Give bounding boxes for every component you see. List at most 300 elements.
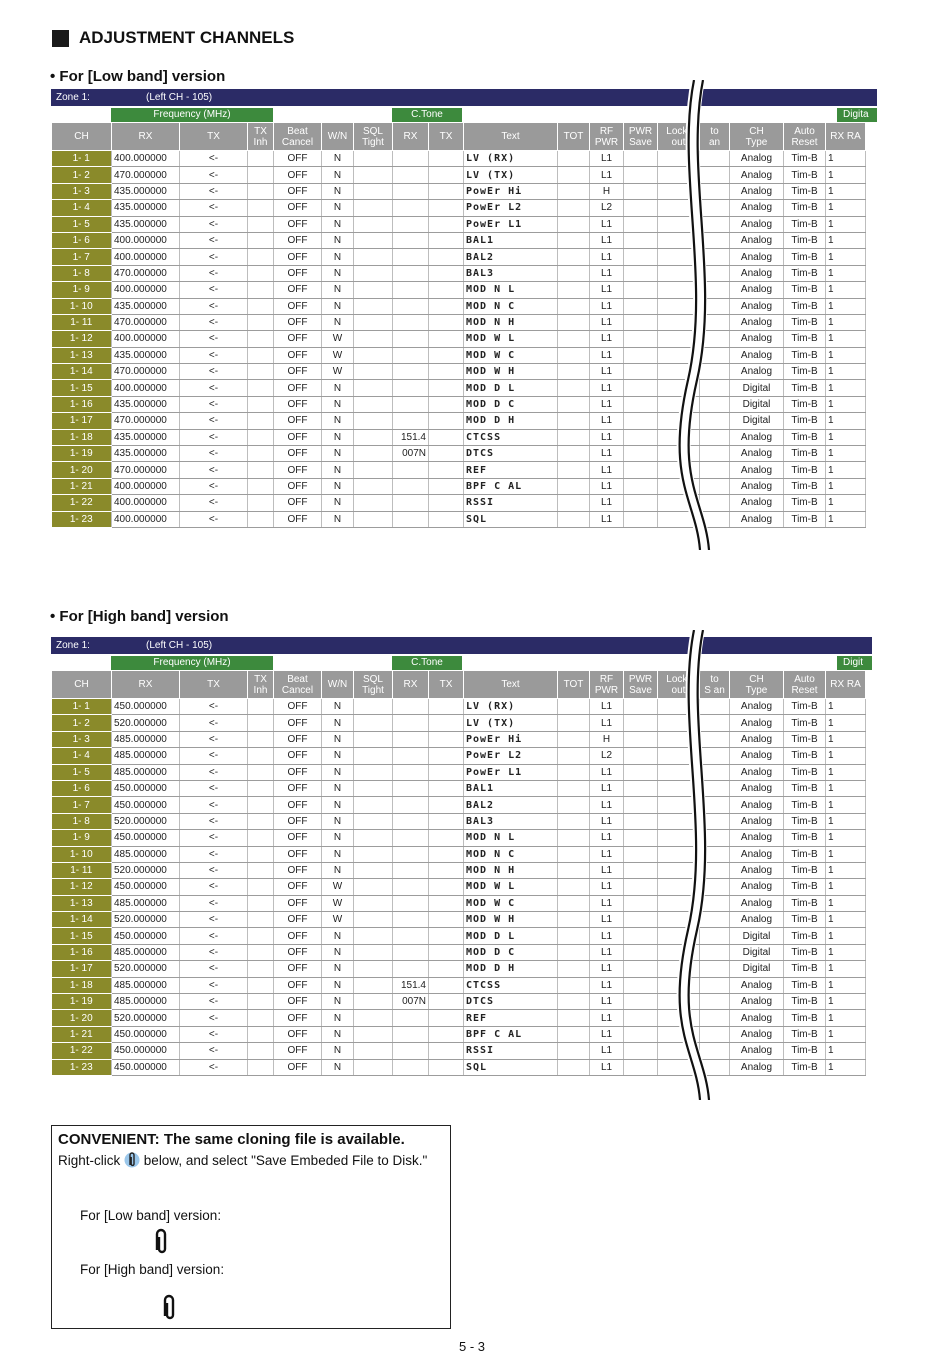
auto-reset-cell[interactable]: Tim-B — [784, 731, 826, 747]
text-cell[interactable]: BAL2 — [464, 797, 558, 813]
auto-reset-cell[interactable]: Tim-B — [784, 879, 826, 895]
lockout-cell[interactable] — [658, 748, 700, 764]
ch-type-cell[interactable]: Analog — [730, 797, 784, 813]
wn-cell[interactable]: N — [322, 265, 354, 281]
auto-reset-cell[interactable]: Tim-B — [784, 413, 826, 429]
ch-cell[interactable]: 1- 2 — [52, 715, 112, 731]
pwr-save-cell[interactable] — [624, 862, 658, 878]
rx-freq-cell[interactable]: 470.000000 — [112, 364, 180, 380]
table-row[interactable] — [52, 699, 866, 715]
tx-inh-cell[interactable] — [248, 282, 274, 298]
lockout-cell[interactable] — [658, 298, 700, 314]
lockout-cell[interactable] — [658, 478, 700, 494]
rx-ra-cell[interactable]: 1 — [826, 347, 866, 363]
tx-inh-cell[interactable] — [248, 764, 274, 780]
auto-reset-cell[interactable]: Tim-B — [784, 715, 826, 731]
ctone-rx-cell[interactable] — [393, 282, 429, 298]
beat-cancel-cell[interactable]: OFF — [274, 396, 322, 412]
ctone-rx-cell[interactable] — [393, 298, 429, 314]
wn-cell[interactable]: N — [322, 961, 354, 977]
tx-freq-cell[interactable]: <- — [180, 895, 248, 911]
ctone-rx-cell[interactable] — [393, 183, 429, 199]
wn-cell[interactable]: N — [322, 1059, 354, 1075]
tot-cell[interactable] — [558, 511, 590, 527]
text-cell[interactable]: MOD N L — [464, 282, 558, 298]
ch-type-cell[interactable]: Analog — [730, 314, 784, 330]
wn-cell[interactable]: W — [322, 912, 354, 928]
ch-cell[interactable]: 1- 8 — [52, 265, 112, 281]
scan-cell[interactable] — [700, 495, 730, 511]
rx-ra-cell[interactable]: 1 — [826, 830, 866, 846]
sql-tight-cell[interactable] — [354, 928, 393, 944]
sql-tight-cell[interactable] — [354, 862, 393, 878]
auto-reset-cell[interactable]: Tim-B — [784, 396, 826, 412]
ch-type-cell[interactable]: Digital — [730, 944, 784, 960]
scan-cell[interactable] — [700, 944, 730, 960]
ctone-tx-cell[interactable] — [429, 413, 464, 429]
rx-freq-cell[interactable]: 485.000000 — [112, 994, 180, 1010]
ctone-rx-cell[interactable] — [393, 862, 429, 878]
sql-tight-cell[interactable] — [354, 715, 393, 731]
sql-tight-cell[interactable] — [354, 364, 393, 380]
pwr-save-cell[interactable] — [624, 249, 658, 265]
auto-reset-cell[interactable]: Tim-B — [784, 347, 826, 363]
table-row[interactable] — [52, 715, 866, 731]
rf-pwr-cell[interactable]: L1 — [590, 797, 624, 813]
ch-type-cell[interactable]: Analog — [730, 249, 784, 265]
tx-freq-cell[interactable]: <- — [180, 879, 248, 895]
ch-type-cell[interactable]: Analog — [730, 298, 784, 314]
tx-inh-cell[interactable] — [248, 478, 274, 494]
wn-cell[interactable]: N — [322, 748, 354, 764]
beat-cancel-cell[interactable]: OFF — [274, 1059, 322, 1075]
rx-ra-cell[interactable]: 1 — [826, 413, 866, 429]
text-cell[interactable]: MOD D H — [464, 413, 558, 429]
ch-cell[interactable]: 1- 16 — [52, 944, 112, 960]
table-row[interactable] — [52, 1010, 866, 1026]
tx-freq-cell[interactable]: <- — [180, 478, 248, 494]
ctone-tx-cell[interactable] — [429, 200, 464, 216]
rf-pwr-cell[interactable]: L1 — [590, 715, 624, 731]
scan-cell[interactable] — [700, 1059, 730, 1075]
table-row[interactable] — [52, 446, 866, 462]
ch-type-cell[interactable]: Analog — [730, 846, 784, 862]
ctone-tx-cell[interactable] — [429, 282, 464, 298]
scan-cell[interactable] — [700, 396, 730, 412]
pwr-save-cell[interactable] — [624, 928, 658, 944]
wn-cell[interactable]: N — [322, 511, 354, 527]
table-row[interactable] — [52, 331, 866, 347]
ctone-tx-cell[interactable] — [429, 699, 464, 715]
auto-reset-cell[interactable]: Tim-B — [784, 944, 826, 960]
sql-tight-cell[interactable] — [354, 511, 393, 527]
ch-type-cell[interactable]: Digital — [730, 380, 784, 396]
text-cell[interactable]: MOD D L — [464, 380, 558, 396]
ctone-tx-cell[interactable] — [429, 731, 464, 747]
ch-type-cell[interactable]: Analog — [730, 994, 784, 1010]
ch-cell[interactable]: 1- 19 — [52, 446, 112, 462]
table-row[interactable] — [52, 478, 866, 494]
tx-freq-cell[interactable]: <- — [180, 846, 248, 862]
pwr-save-cell[interactable] — [624, 912, 658, 928]
scan-cell[interactable] — [700, 731, 730, 747]
rf-pwr-cell[interactable]: L1 — [590, 396, 624, 412]
pwr-save-cell[interactable] — [624, 364, 658, 380]
ctone-rx-cell[interactable] — [393, 478, 429, 494]
rx-freq-cell[interactable]: 400.000000 — [112, 495, 180, 511]
tx-freq-cell[interactable]: <- — [180, 495, 248, 511]
beat-cancel-cell[interactable]: OFF — [274, 764, 322, 780]
ctone-rx-cell[interactable] — [393, 1043, 429, 1059]
rf-pwr-cell[interactable]: L1 — [590, 912, 624, 928]
lockout-cell[interactable] — [658, 347, 700, 363]
ch-type-cell[interactable]: Analog — [730, 699, 784, 715]
ch-cell[interactable]: 1- 16 — [52, 396, 112, 412]
beat-cancel-cell[interactable]: OFF — [274, 282, 322, 298]
ctone-rx-cell[interactable] — [393, 928, 429, 944]
rx-ra-cell[interactable]: 1 — [826, 429, 866, 445]
tx-freq-cell[interactable]: <- — [180, 977, 248, 993]
beat-cancel-cell[interactable]: OFF — [274, 1043, 322, 1059]
rx-ra-cell[interactable]: 1 — [826, 977, 866, 993]
tx-inh-cell[interactable] — [248, 813, 274, 829]
pwr-save-cell[interactable] — [624, 396, 658, 412]
tx-freq-cell[interactable]: <- — [180, 396, 248, 412]
text-cell[interactable]: PowEr L2 — [464, 748, 558, 764]
rx-ra-cell[interactable]: 1 — [826, 1043, 866, 1059]
ch-type-cell[interactable]: Analog — [730, 364, 784, 380]
table-row[interactable] — [52, 977, 866, 993]
auto-reset-cell[interactable]: Tim-B — [784, 748, 826, 764]
ch-cell[interactable]: 1- 2 — [52, 167, 112, 183]
sql-tight-cell[interactable] — [354, 331, 393, 347]
wn-cell[interactable]: N — [322, 1043, 354, 1059]
pwr-save-cell[interactable] — [624, 282, 658, 298]
table-row[interactable] — [52, 731, 866, 747]
lockout-cell[interactable] — [658, 446, 700, 462]
ctone-rx-cell[interactable] — [393, 265, 429, 281]
lockout-cell[interactable] — [658, 314, 700, 330]
ch-type-cell[interactable]: Analog — [730, 167, 784, 183]
ch-cell[interactable]: 1- 22 — [52, 1043, 112, 1059]
pwr-save-cell[interactable] — [624, 731, 658, 747]
beat-cancel-cell[interactable]: OFF — [274, 167, 322, 183]
rx-ra-cell[interactable]: 1 — [826, 167, 866, 183]
ch-cell[interactable]: 1- 3 — [52, 183, 112, 199]
ctone-rx-cell[interactable] — [393, 830, 429, 846]
pwr-save-cell[interactable] — [624, 462, 658, 478]
ch-type-cell[interactable]: Analog — [730, 977, 784, 993]
ch-type-cell[interactable]: Analog — [730, 429, 784, 445]
beat-cancel-cell[interactable]: OFF — [274, 216, 322, 232]
tot-cell[interactable] — [558, 780, 590, 796]
rx-freq-cell[interactable]: 435.000000 — [112, 298, 180, 314]
table-row[interactable] — [52, 347, 866, 363]
table-row[interactable] — [52, 895, 866, 911]
rx-freq-cell[interactable]: 450.000000 — [112, 699, 180, 715]
pwr-save-cell[interactable] — [624, 232, 658, 248]
scan-cell[interactable] — [700, 298, 730, 314]
rx-freq-cell[interactable]: 450.000000 — [112, 1026, 180, 1042]
ch-type-cell[interactable]: Analog — [730, 511, 784, 527]
tx-inh-cell[interactable] — [248, 380, 274, 396]
tx-inh-cell[interactable] — [248, 331, 274, 347]
rf-pwr-cell[interactable]: L1 — [590, 151, 624, 167]
rx-ra-cell[interactable]: 1 — [826, 928, 866, 944]
beat-cancel-cell[interactable]: OFF — [274, 830, 322, 846]
rx-ra-cell[interactable]: 1 — [826, 183, 866, 199]
ch-type-cell[interactable]: Digital — [730, 396, 784, 412]
rf-pwr-cell[interactable]: L1 — [590, 780, 624, 796]
ctone-tx-cell[interactable] — [429, 862, 464, 878]
ctone-rx-cell[interactable] — [393, 413, 429, 429]
ch-cell[interactable]: 1- 17 — [52, 413, 112, 429]
rx-freq-cell[interactable]: 400.000000 — [112, 282, 180, 298]
rx-freq-cell[interactable]: 520.000000 — [112, 961, 180, 977]
table-row[interactable] — [52, 232, 866, 248]
rf-pwr-cell[interactable]: L1 — [590, 1059, 624, 1075]
scan-cell[interactable] — [700, 961, 730, 977]
rx-freq-cell[interactable]: 435.000000 — [112, 183, 180, 199]
wn-cell[interactable]: N — [322, 846, 354, 862]
tx-freq-cell[interactable]: <- — [180, 1043, 248, 1059]
rf-pwr-cell[interactable]: L1 — [590, 862, 624, 878]
text-cell[interactable]: MOD D C — [464, 396, 558, 412]
ctone-rx-cell[interactable] — [393, 216, 429, 232]
pwr-save-cell[interactable] — [624, 314, 658, 330]
tx-inh-cell[interactable] — [248, 862, 274, 878]
ch-cell[interactable]: 1- 12 — [52, 331, 112, 347]
table-row[interactable] — [52, 1059, 866, 1075]
scan-cell[interactable] — [700, 879, 730, 895]
text-cell[interactable]: MOD W L — [464, 331, 558, 347]
beat-cancel-cell[interactable]: OFF — [274, 813, 322, 829]
beat-cancel-cell[interactable]: OFF — [274, 380, 322, 396]
ch-cell[interactable]: 1- 23 — [52, 1059, 112, 1075]
beat-cancel-cell[interactable]: OFF — [274, 429, 322, 445]
tx-freq-cell[interactable]: <- — [180, 265, 248, 281]
scan-cell[interactable] — [700, 830, 730, 846]
ctone-tx-cell[interactable] — [429, 347, 464, 363]
ch-type-cell[interactable]: Analog — [730, 764, 784, 780]
beat-cancel-cell[interactable]: OFF — [274, 364, 322, 380]
lockout-cell[interactable] — [658, 1059, 700, 1075]
ctone-tx-cell[interactable] — [429, 977, 464, 993]
rx-freq-cell[interactable]: 520.000000 — [112, 862, 180, 878]
pwr-save-cell[interactable] — [624, 846, 658, 862]
auto-reset-cell[interactable]: Tim-B — [784, 912, 826, 928]
rf-pwr-cell[interactable]: L1 — [590, 249, 624, 265]
rx-ra-cell[interactable]: 1 — [826, 200, 866, 216]
ctone-tx-cell[interactable] — [429, 715, 464, 731]
scan-cell[interactable] — [700, 928, 730, 944]
tx-inh-cell[interactable] — [248, 830, 274, 846]
text-cell[interactable]: MOD N L — [464, 830, 558, 846]
tot-cell[interactable] — [558, 167, 590, 183]
tx-freq-cell[interactable]: <- — [180, 200, 248, 216]
ch-cell[interactable]: 1- 1 — [52, 699, 112, 715]
rf-pwr-cell[interactable]: L1 — [590, 446, 624, 462]
tx-freq-cell[interactable]: <- — [180, 961, 248, 977]
tot-cell[interactable] — [558, 314, 590, 330]
rf-pwr-cell[interactable]: L1 — [590, 830, 624, 846]
table-row[interactable] — [52, 830, 866, 846]
wn-cell[interactable]: N — [322, 413, 354, 429]
tx-inh-cell[interactable] — [248, 1059, 274, 1075]
ch-cell[interactable]: 1- 10 — [52, 846, 112, 862]
auto-reset-cell[interactable]: Tim-B — [784, 249, 826, 265]
text-cell[interactable]: PowEr L1 — [464, 216, 558, 232]
ctone-tx-cell[interactable] — [429, 462, 464, 478]
wn-cell[interactable]: N — [322, 715, 354, 731]
tot-cell[interactable] — [558, 232, 590, 248]
tx-inh-cell[interactable] — [248, 232, 274, 248]
tot-cell[interactable] — [558, 462, 590, 478]
pwr-save-cell[interactable] — [624, 764, 658, 780]
pwr-save-cell[interactable] — [624, 944, 658, 960]
ctone-rx-cell[interactable] — [393, 347, 429, 363]
scan-cell[interactable] — [700, 895, 730, 911]
rx-freq-cell[interactable]: 470.000000 — [112, 167, 180, 183]
ctone-tx-cell[interactable] — [429, 511, 464, 527]
text-cell[interactable]: MOD W C — [464, 347, 558, 363]
pwr-save-cell[interactable] — [624, 994, 658, 1010]
sql-tight-cell[interactable] — [354, 478, 393, 494]
ctone-rx-cell[interactable] — [393, 331, 429, 347]
scan-cell[interactable] — [700, 249, 730, 265]
scan-cell[interactable] — [700, 862, 730, 878]
rx-freq-cell[interactable]: 400.000000 — [112, 380, 180, 396]
tot-cell[interactable] — [558, 429, 590, 445]
ctone-tx-cell[interactable] — [429, 780, 464, 796]
lockout-cell[interactable] — [658, 151, 700, 167]
tx-freq-cell[interactable]: <- — [180, 314, 248, 330]
ctone-rx-cell[interactable] — [393, 961, 429, 977]
scan-cell[interactable] — [700, 183, 730, 199]
tx-inh-cell[interactable] — [248, 731, 274, 747]
ch-cell[interactable]: 1- 13 — [52, 895, 112, 911]
text-cell[interactable]: BAL3 — [464, 265, 558, 281]
beat-cancel-cell[interactable]: OFF — [274, 511, 322, 527]
ctone-rx-cell[interactable] — [393, 1059, 429, 1075]
rf-pwr-cell[interactable]: L1 — [590, 511, 624, 527]
rf-pwr-cell[interactable]: L1 — [590, 994, 624, 1010]
lockout-cell[interactable] — [658, 813, 700, 829]
ctone-rx-cell[interactable] — [393, 912, 429, 928]
sql-tight-cell[interactable] — [354, 879, 393, 895]
ctone-tx-cell[interactable] — [429, 1043, 464, 1059]
ch-cell[interactable]: 1- 17 — [52, 961, 112, 977]
ch-cell[interactable]: 1- 13 — [52, 347, 112, 363]
rx-freq-cell[interactable]: 470.000000 — [112, 314, 180, 330]
tx-inh-cell[interactable] — [248, 413, 274, 429]
ctone-tx-cell[interactable] — [429, 1010, 464, 1026]
beat-cancel-cell[interactable]: OFF — [274, 478, 322, 494]
auto-reset-cell[interactable]: Tim-B — [784, 429, 826, 445]
lockout-cell[interactable] — [658, 699, 700, 715]
lockout-cell[interactable] — [658, 200, 700, 216]
sql-tight-cell[interactable] — [354, 429, 393, 445]
text-cell[interactable]: PowEr Hi — [464, 731, 558, 747]
tx-inh-cell[interactable] — [248, 977, 274, 993]
beat-cancel-cell[interactable]: OFF — [274, 331, 322, 347]
ch-type-cell[interactable]: Digital — [730, 413, 784, 429]
tot-cell[interactable] — [558, 797, 590, 813]
pwr-save-cell[interactable] — [624, 331, 658, 347]
tx-freq-cell[interactable]: <- — [180, 151, 248, 167]
tx-inh-cell[interactable] — [248, 912, 274, 928]
ctone-tx-cell[interactable] — [429, 216, 464, 232]
rx-ra-cell[interactable]: 1 — [826, 396, 866, 412]
scan-cell[interactable] — [700, 748, 730, 764]
wn-cell[interactable]: N — [322, 1010, 354, 1026]
table-row[interactable] — [52, 780, 866, 796]
ctone-rx-cell[interactable] — [393, 1010, 429, 1026]
beat-cancel-cell[interactable]: OFF — [274, 862, 322, 878]
table-row[interactable] — [52, 961, 866, 977]
rx-freq-cell[interactable]: 435.000000 — [112, 347, 180, 363]
sql-tight-cell[interactable] — [354, 994, 393, 1010]
rx-ra-cell[interactable]: 1 — [826, 314, 866, 330]
text-cell[interactable]: MOD N C — [464, 846, 558, 862]
ch-cell[interactable]: 1- 21 — [52, 1026, 112, 1042]
sql-tight-cell[interactable] — [354, 895, 393, 911]
tot-cell[interactable] — [558, 764, 590, 780]
rx-freq-cell[interactable]: 400.000000 — [112, 511, 180, 527]
ch-cell[interactable]: 1- 14 — [52, 364, 112, 380]
rx-ra-cell[interactable]: 1 — [826, 364, 866, 380]
beat-cancel-cell[interactable]: OFF — [274, 347, 322, 363]
text-cell[interactable]: LV (RX) — [464, 151, 558, 167]
rf-pwr-cell[interactable]: L1 — [590, 977, 624, 993]
ctone-tx-cell[interactable] — [429, 1026, 464, 1042]
wn-cell[interactable]: N — [322, 183, 354, 199]
table-row[interactable] — [52, 813, 866, 829]
pwr-save-cell[interactable] — [624, 446, 658, 462]
scan-cell[interactable] — [700, 912, 730, 928]
sql-tight-cell[interactable] — [354, 249, 393, 265]
rf-pwr-cell[interactable]: L1 — [590, 347, 624, 363]
ch-type-cell[interactable]: Analog — [730, 200, 784, 216]
ch-type-cell[interactable]: Analog — [730, 216, 784, 232]
sql-tight-cell[interactable] — [354, 699, 393, 715]
rx-ra-cell[interactable]: 1 — [826, 216, 866, 232]
table-row[interactable] — [52, 216, 866, 232]
rx-ra-cell[interactable]: 1 — [826, 895, 866, 911]
rx-freq-cell[interactable]: 450.000000 — [112, 1043, 180, 1059]
auto-reset-cell[interactable]: Tim-B — [784, 797, 826, 813]
tot-cell[interactable] — [558, 1010, 590, 1026]
ctone-tx-cell[interactable] — [429, 813, 464, 829]
wn-cell[interactable]: W — [322, 895, 354, 911]
sql-tight-cell[interactable] — [354, 413, 393, 429]
ch-type-cell[interactable]: Analog — [730, 731, 784, 747]
lockout-cell[interactable] — [658, 216, 700, 232]
pwr-save-cell[interactable] — [624, 1043, 658, 1059]
ctone-tx-cell[interactable] — [429, 298, 464, 314]
ctone-tx-cell[interactable] — [429, 944, 464, 960]
tot-cell[interactable] — [558, 364, 590, 380]
scan-cell[interactable] — [700, 797, 730, 813]
rx-ra-cell[interactable]: 1 — [826, 151, 866, 167]
table-row[interactable] — [52, 364, 866, 380]
wn-cell[interactable]: N — [322, 994, 354, 1010]
ch-cell[interactable]: 1- 5 — [52, 216, 112, 232]
ch-type-cell[interactable]: Analog — [730, 1043, 784, 1059]
tot-cell[interactable] — [558, 265, 590, 281]
auto-reset-cell[interactable]: Tim-B — [784, 928, 826, 944]
ctone-tx-cell[interactable] — [429, 495, 464, 511]
